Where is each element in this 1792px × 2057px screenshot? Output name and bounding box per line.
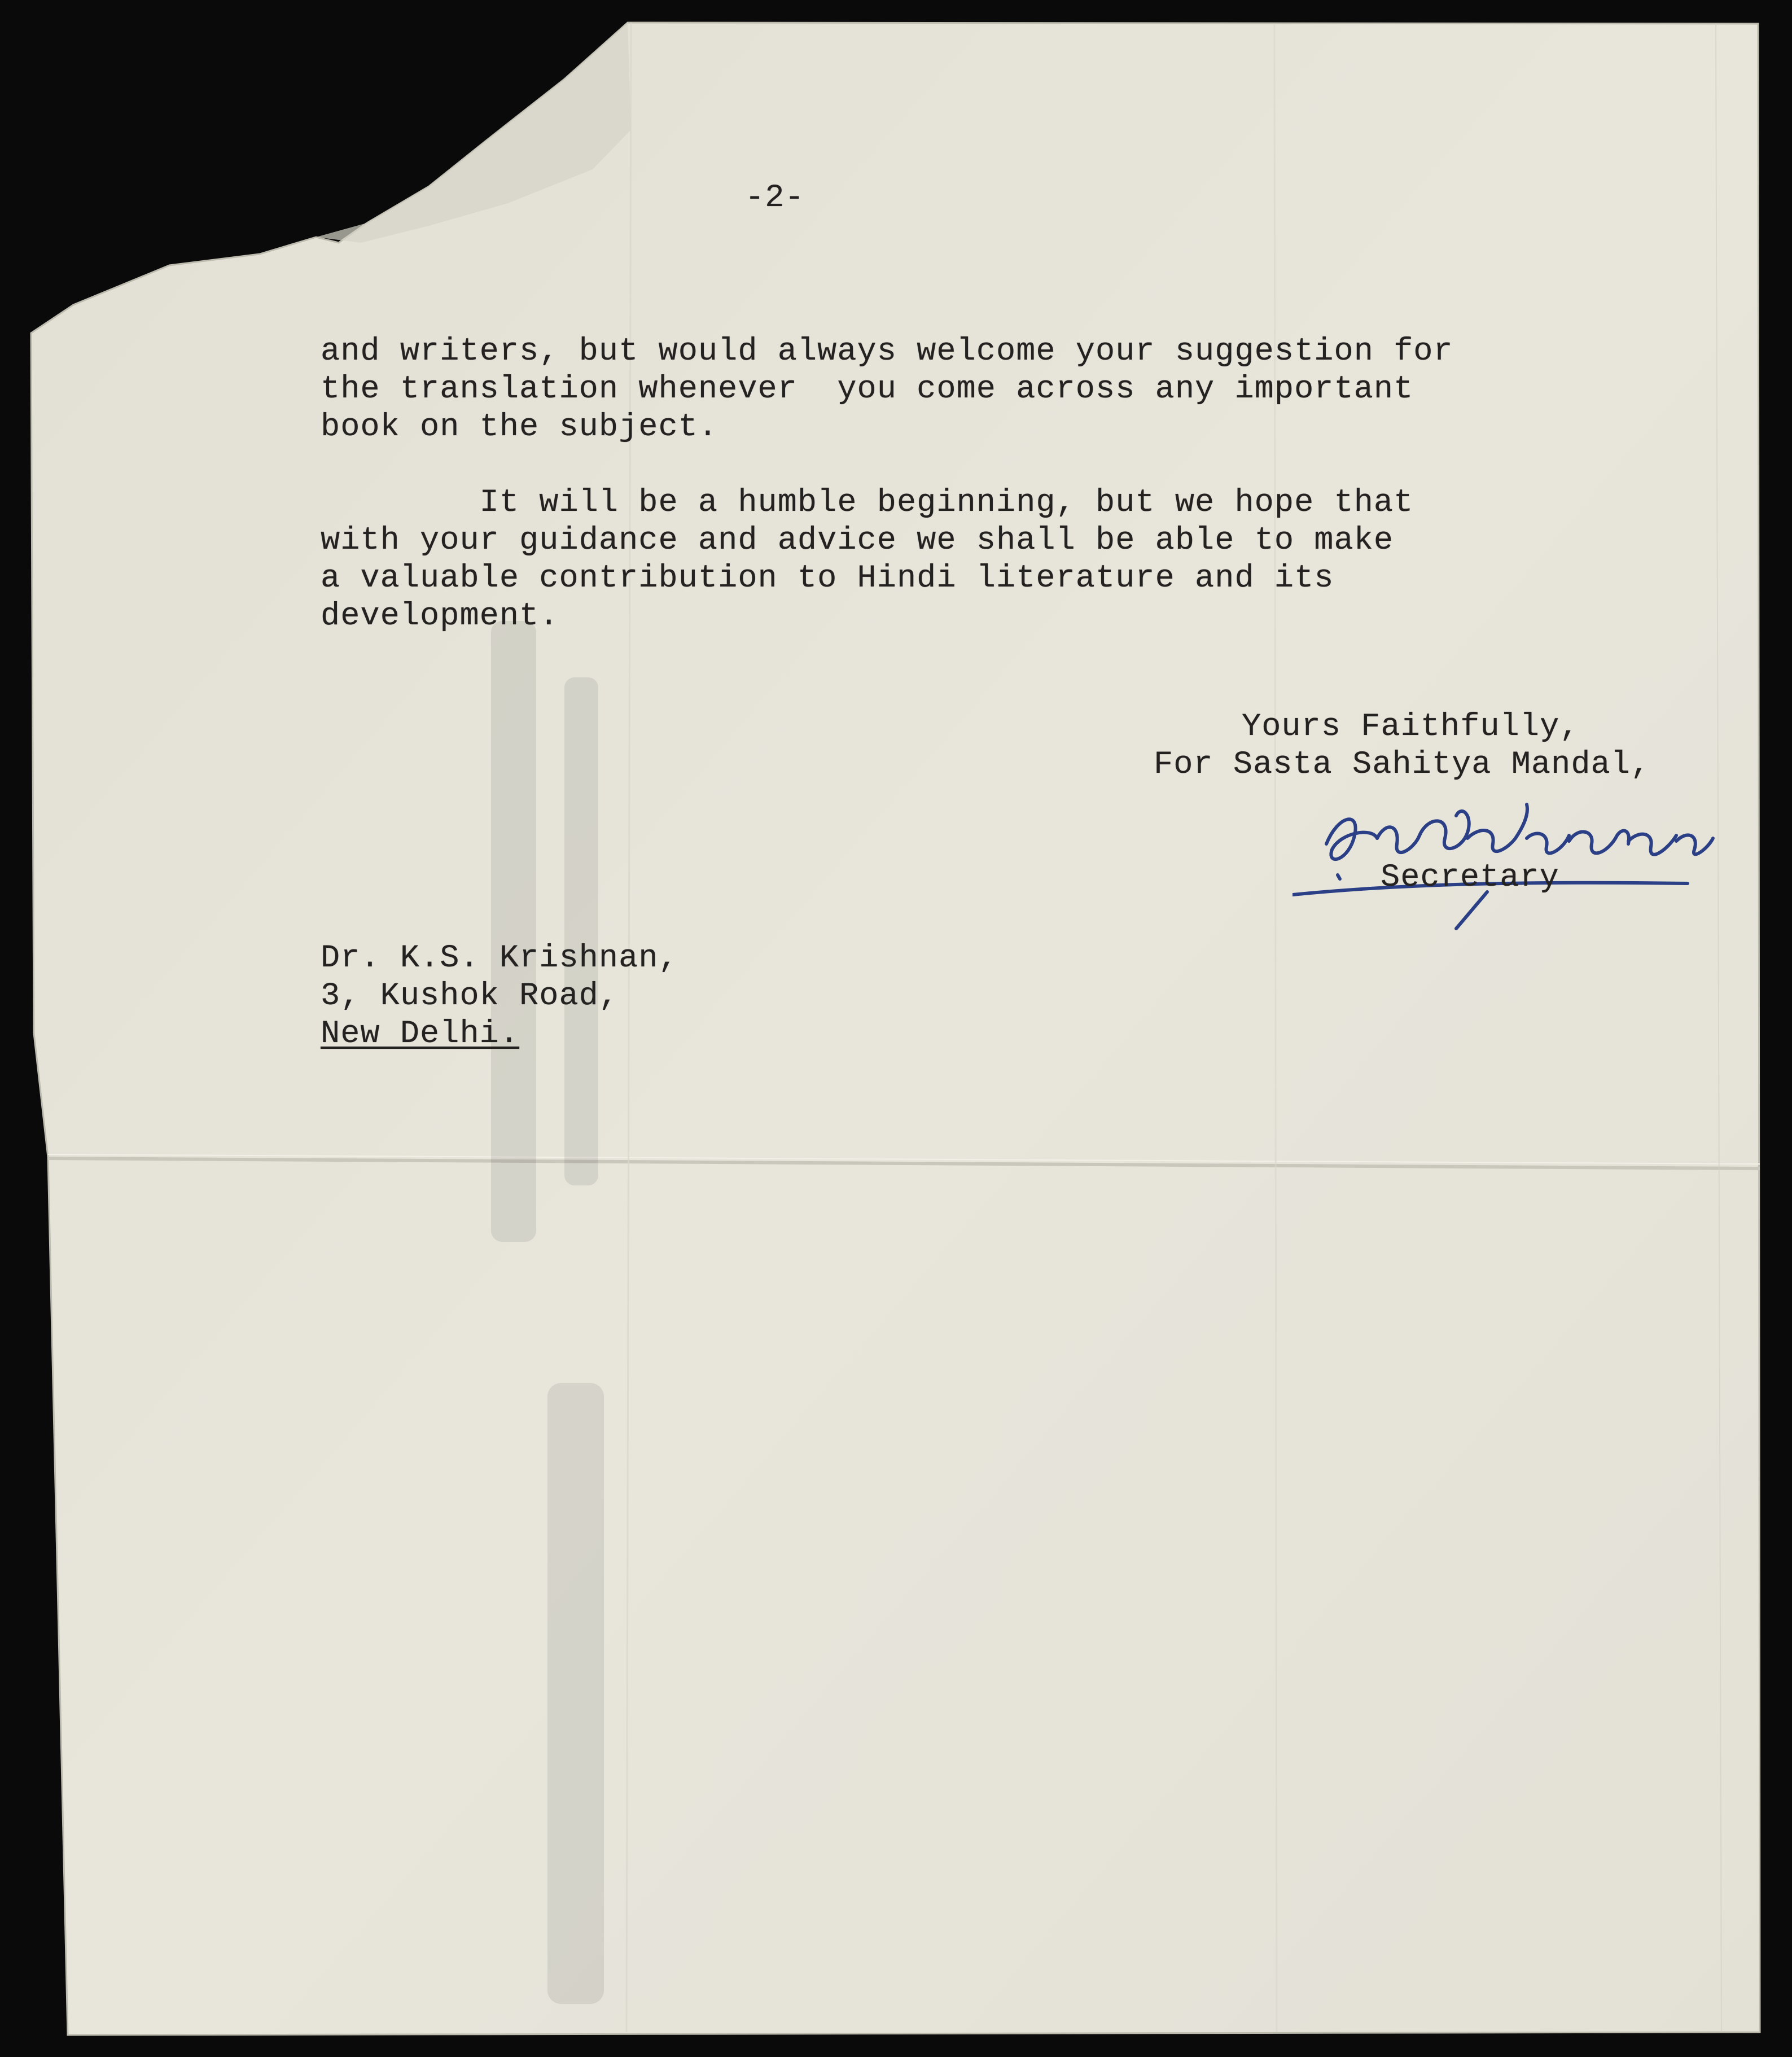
bleed-through-watermark [480, 621, 626, 2032]
page-number: -2- [745, 180, 805, 216]
recipient-street: 3, Kushok Road, [321, 978, 619, 1014]
body-paragraph-2: It will be a humble beginning, but we hope that with your guidance and advice we shall be able to make a valuable contribution to Hindi literature and its development. [321, 485, 1414, 634]
recipient-city: New Delhi. [321, 1016, 520, 1052]
closing-salutation: Yours Faithfully, [1242, 709, 1580, 745]
body-paragraph-1: and writers, but would always welcome your suggestion for the translation whenever you come across any important book on the subject. [321, 334, 1453, 445]
recipient-name: Dr. K.S. Krishnan, [321, 940, 678, 977]
closing-organization: For Sasta Sahitya Mandal, [1154, 747, 1651, 783]
signatory-title: Secretary [1381, 860, 1559, 896]
